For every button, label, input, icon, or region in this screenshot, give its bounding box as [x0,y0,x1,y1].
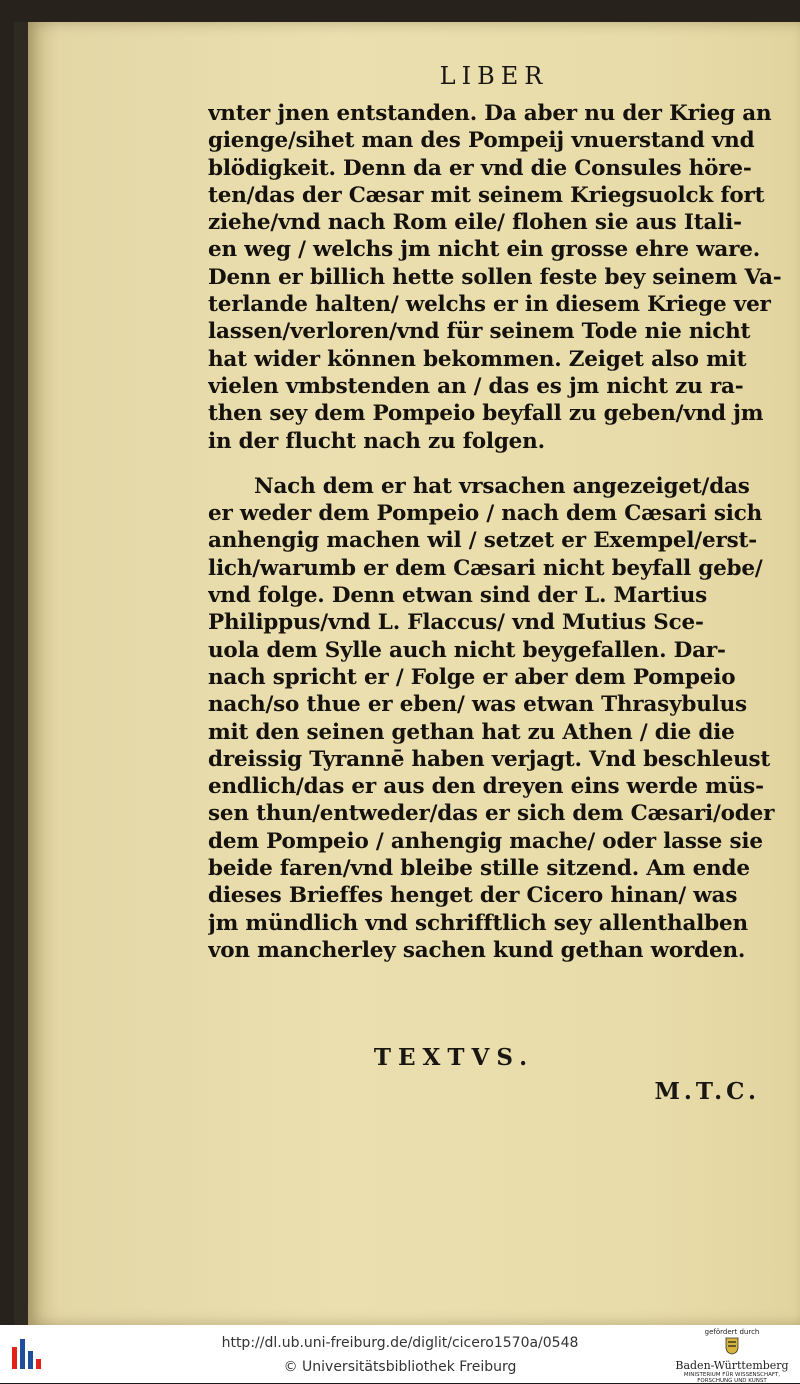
text-line: then sey dem Pompeio beyfall zu geben/vnd jm [208,401,764,427]
sponsor-logo[interactable] [670,1328,794,1384]
text-line: blödigkeit. Denn da er vnd die Consules höre- [208,155,752,181]
sponsor-caption: gefördert durch [704,1328,760,1336]
text-line: gienge/sihet man des Pompeij vnuerstand vnd [208,128,755,154]
source-url-link[interactable]: http://dl.ub.uni-freiburg.de/diglit/cicero1570a/0548 [221,1335,579,1351]
text-line: ziehe/vnd nach Rom eile/ flohen sie aus Itali- [208,210,742,236]
text-line: lassen/verloren/vnd für seinem Tode nie nicht [208,319,751,345]
book-page [28,22,800,1325]
page-header: LIBER [439,62,549,90]
text-line: dem Pompeio / anhengig mache/ oder lasse sie [208,828,763,854]
copyright-text: © Universitätsbibliothek Freiburg [283,1359,517,1375]
text-line: von mancherley sachen kund gethan worden. [208,937,746,963]
text-line: en weg / welchs jm nicht ein grosse ehre ware. [208,237,761,263]
text-line: lich/warumb er dem Cæsari nicht beyfall gebe/ [208,555,763,581]
text-line: anhengig machen wil / setzet er Exempel/erst- [208,528,757,554]
text-line: vielen vmbstenden an / das es jm nicht zu ra- [208,373,744,399]
sponsor-name: Baden-Württemberg [675,1359,789,1372]
text-line: mit den seinen gethan hat zu Athen / die die [208,719,735,745]
text-line: in der flucht nach zu folgen. [208,428,545,454]
coat-of-arms-icon [717,1337,747,1355]
text-line: Philippus/vnd L. Flaccus/ vnd Mutius Sce- [208,610,704,636]
text-line: dreissig Tyrannē haben verjagt. Vnd beschleust [208,746,771,772]
text-line: sen thun/entweder/das er sich dem Cæsari/oder [208,801,775,827]
text-line: Denn er billich hette sollen feste bey seinem Va- [208,264,782,290]
text-line: vnter jnen entstanden. Da aber nu der Krieg an [208,101,772,126]
text-line: jm mündlich vnd schrifftlich sey allenthalben [208,910,748,936]
text-line: er weder dem Pompeio / nach dem Cæsari sich [208,501,763,527]
section-heading: TEXTVS. [373,1044,535,1071]
viewer-footer [0,1325,800,1383]
paragraph-gap [208,455,788,473]
text-line: nach spricht er / Folge er aber dem Pompeio [208,664,736,690]
text-line: hat wider können bekommen. Zeiget also mit [208,346,747,372]
text-line: ten/das der Cæsar mit seinem Kriegsuolck fort [208,182,765,208]
text-line: terlande halten/ welchs er in diesem Kriege ver [208,292,771,318]
paragraph-1 [208,100,788,455]
text-line: vnd folge. Denn etwan sind der L. Martius [208,583,708,609]
text-line: dieses Brieffes henget der Cicero hinan/ was [208,883,738,909]
author-initials: M.T.C. [654,1078,760,1105]
sponsor-subtitle: MINISTERIUM FÜR WISSENSCHAFT, FORSCHUNG UND KUNST [683,1372,781,1384]
body-text [208,100,788,964]
text-line: nach/so thue er eben/ was etwan Thrasybulus [208,692,747,718]
text-line: Nach dem er hat vrsachen angezeiget/das [254,473,750,499]
text-line: endlich/das er aus den dreyen eins werde müs- [208,774,764,800]
text-line: beide faren/vnd bleibe stille sitzend. Am ende [208,856,750,882]
text-line: uola dem Sylle auch nicht beygefallen. Dar- [208,637,726,663]
paragraph-2 [208,473,788,964]
